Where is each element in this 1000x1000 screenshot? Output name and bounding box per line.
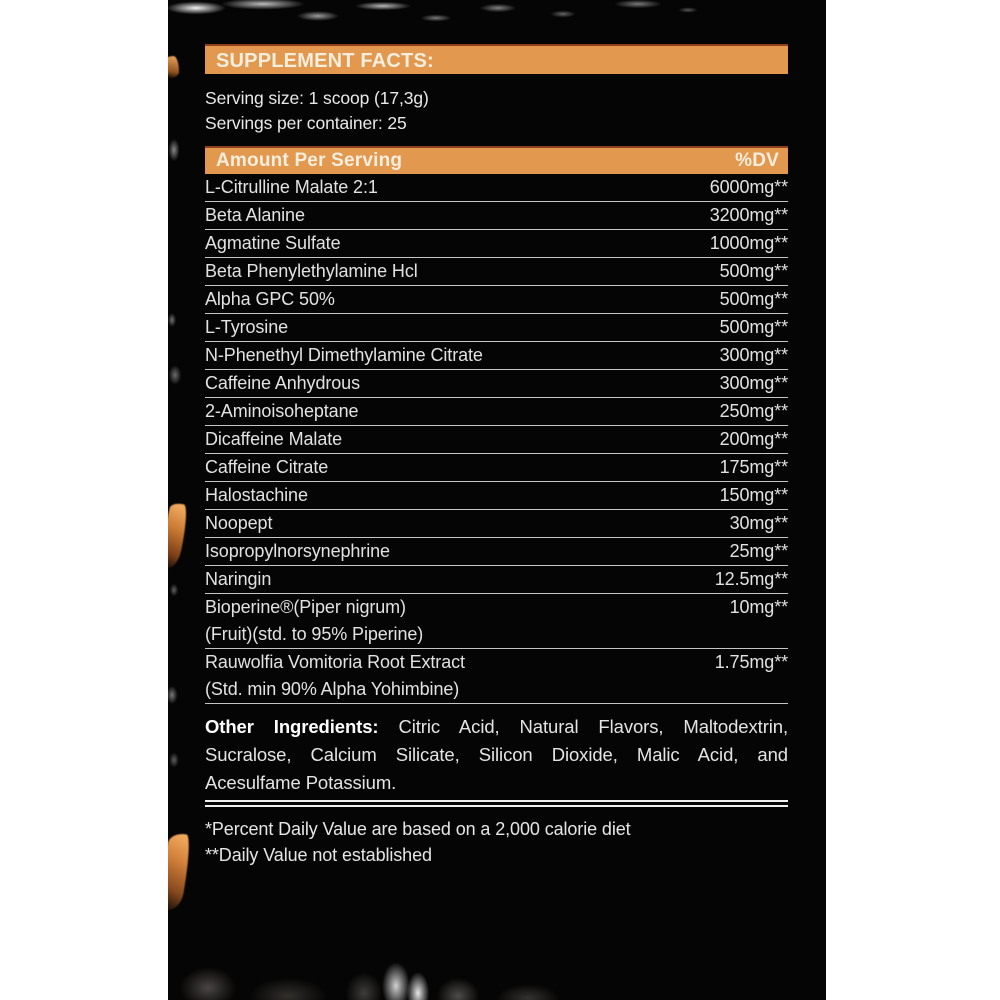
ingredient-name: Noopept xyxy=(205,513,273,533)
ingredient-name: 2-Aminoisoheptane xyxy=(205,401,359,421)
label-content xyxy=(205,0,788,868)
other-ingredients-text: Citric Acid, Natural Flavors, Maltodextrin, Sucralose, Calcium Silicate, Silicon Dioxide, Malic Acid, and Acesulfame Potassium. xyxy=(205,716,788,793)
ingredient-amount: 30mg** xyxy=(729,513,788,533)
ingredient-row xyxy=(205,482,788,510)
ingredient-row xyxy=(205,510,788,538)
ingredient-name: Caffeine Citrate xyxy=(205,457,329,477)
ingredient-row xyxy=(205,258,788,286)
grunge-texture-bottom xyxy=(168,938,648,1000)
ingredient-row xyxy=(205,370,788,398)
ingredient-amount: 6000mg** xyxy=(709,177,788,197)
paint-specks-left-edge xyxy=(168,120,190,820)
ingredient-amount: 150mg** xyxy=(719,485,788,505)
amount-per-serving-label: Amount Per Serving xyxy=(216,150,403,171)
ingredient-amount: 1.75mg** xyxy=(714,652,788,672)
ingredient-row xyxy=(205,426,788,454)
ingredient-row xyxy=(205,286,788,314)
amount-per-serving-header-bar xyxy=(205,146,788,174)
ingredient-row xyxy=(205,202,788,230)
ingredient-name: L-Tyrosine xyxy=(205,317,289,337)
ingredient-amount: 250mg** xyxy=(719,401,788,421)
flame-streak-bottom-left xyxy=(168,832,194,913)
ingredient-name: Beta Alanine xyxy=(205,205,305,225)
ingredient-name: Naringin xyxy=(205,569,272,589)
ingredient-name-line2: (Fruit)(std. to 95% Piperine) xyxy=(205,624,424,644)
ingredient-name: Rauwolfia Vomitoria Root Extract (Std. min 90% Alpha Yohimbine) xyxy=(205,649,715,703)
ingredient-amount: 200mg** xyxy=(719,429,788,449)
ingredient-name: Caffeine Anhydrous xyxy=(205,373,360,393)
serving-info xyxy=(205,86,788,136)
ingredient-row xyxy=(205,566,788,594)
ingredient-row xyxy=(205,594,788,649)
ingredient-amount: 25mg** xyxy=(729,541,788,561)
ingredient-amount: 3200mg** xyxy=(709,205,788,225)
ingredient-name: Beta Phenylethylamine Hcl xyxy=(205,261,418,281)
servings-per-container-text: Servings per container: 25 xyxy=(205,113,407,133)
ingredient-amount: 500mg** xyxy=(719,317,788,337)
ingredient-amount: 1000mg** xyxy=(709,233,788,253)
ingredient-table xyxy=(205,174,788,704)
ingredient-row xyxy=(205,454,788,482)
other-ingredients-paragraph xyxy=(205,713,788,797)
ingredient-name: Isopropylnorsynephrine xyxy=(205,541,390,561)
percent-dv-label: %DV xyxy=(735,150,779,171)
serving-size-text: Serving size: 1 scoop (17,3g) xyxy=(205,88,429,108)
ingredient-amount: 10mg** xyxy=(729,597,788,617)
ingredient-row xyxy=(205,649,788,704)
ingredient-name: L-Citrulline Malate 2:1 xyxy=(205,177,378,197)
footnote-dv-not-established: **Daily Value not established xyxy=(205,845,432,865)
footnote-percent-dv: *Percent Daily Value are based on a 2,000 calorie diet xyxy=(205,819,631,839)
ingredient-row xyxy=(205,314,788,342)
double-rule-divider xyxy=(205,800,788,807)
ingredient-name: Bioperine®(Piper nigrum) (Fruit)(std. to 95% Piperine) xyxy=(205,594,730,648)
footnotes xyxy=(205,816,788,868)
ingredient-amount: 175mg** xyxy=(719,457,788,477)
supplement-facts-title: SUPPLEMENT FACTS: xyxy=(216,50,434,72)
other-ingredients-label: Other Ingredients: xyxy=(205,716,379,737)
ingredient-name: Agmatine Sulfate xyxy=(205,233,341,253)
ingredient-row xyxy=(205,398,788,426)
ingredient-name: Dicaffeine Malate xyxy=(205,429,343,449)
ingredient-name: Halostachine xyxy=(205,485,308,505)
ingredient-name: N-Phenethyl Dimethylamine Citrate xyxy=(205,345,483,365)
ingredient-name-line2: (Std. min 90% Alpha Yohimbine) xyxy=(205,679,460,699)
ingredient-amount: 500mg** xyxy=(719,289,788,309)
ingredient-row xyxy=(205,174,788,202)
ingredient-amount: 12.5mg** xyxy=(714,569,788,589)
supplement-facts-header-bar xyxy=(205,44,788,74)
ingredient-name: Alpha GPC 50% xyxy=(205,289,335,309)
flame-streak-top-left xyxy=(168,56,179,78)
ingredient-amount: 300mg** xyxy=(719,373,788,393)
ingredient-row xyxy=(205,342,788,370)
ingredient-amount: 300mg** xyxy=(719,345,788,365)
supplement-label-panel xyxy=(168,0,826,1000)
ingredient-row xyxy=(205,538,788,566)
ingredient-row xyxy=(205,230,788,258)
ingredient-amount: 500mg** xyxy=(719,261,788,281)
